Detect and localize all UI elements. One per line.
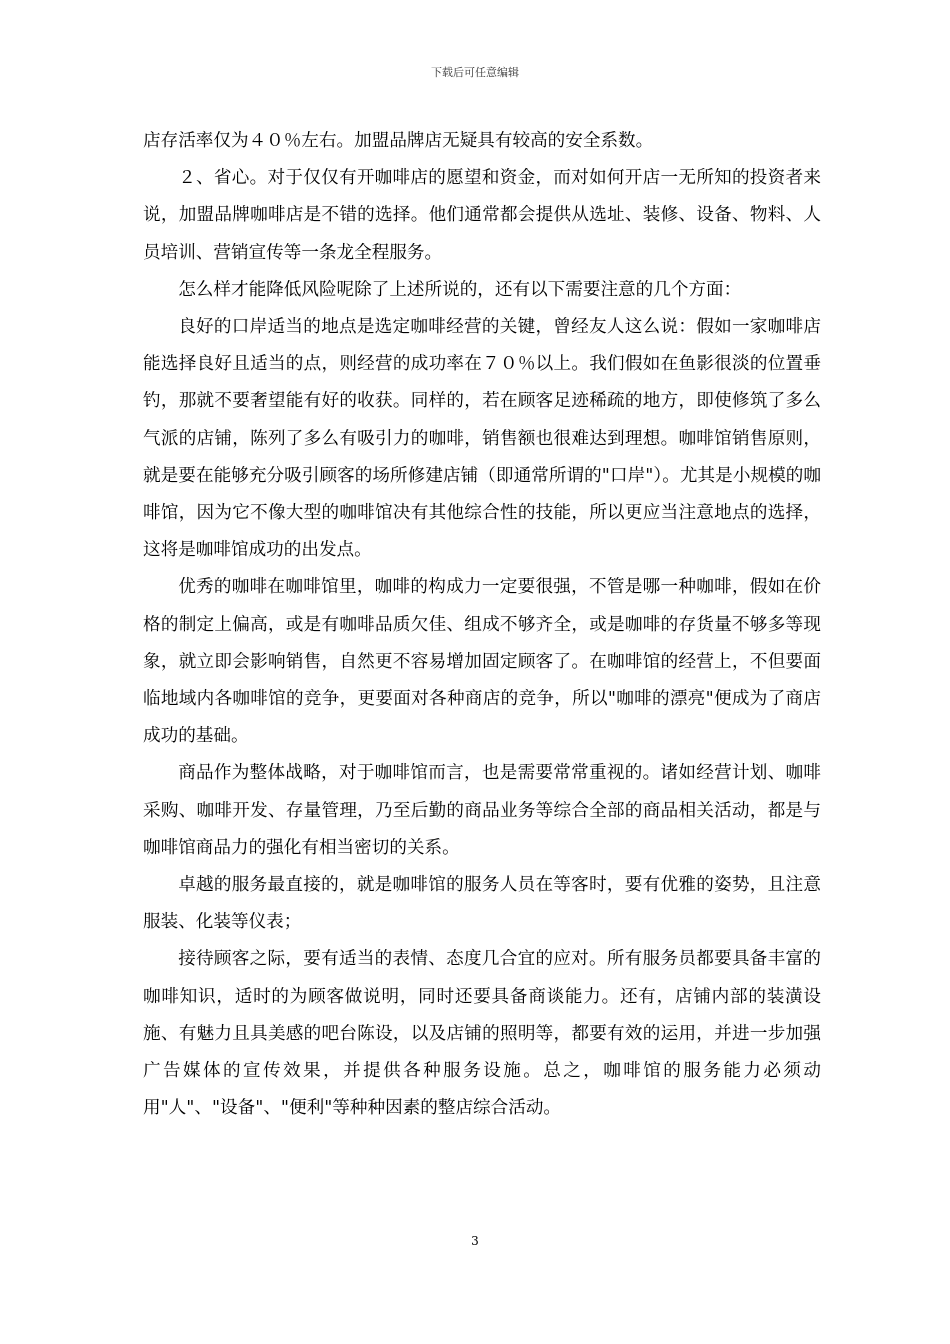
paragraph-location: 良好的口岸适当的地点是选定咖啡经营的关键，曾经友人这么说：假如一家咖啡店能选择良好且适当的点，则经营的成功率在７０％以上。我们假如在鱼影很淡的位置垂钓，那就不要奢望能有好的收获。同样的，若在顾客足迹稀疏的地方，即使修筑了多么气派的店铺，陈列了多么有吸引力的咖啡，销售额也很难达到理想。咖啡馆销售原则，就是要在能够充分吸引顾客的场所修建店铺（即通常所谓的"口岸"）。尤其是小规模的咖啡馆，因为它不像大型的咖啡馆决有其他综合性的技能，所以更应当注意地点的选择，这将是咖啡馆成功的出发点。 <box>143 317 821 561</box>
paragraph-service: 卓越的服务最直接的，就是咖啡馆的服务人员在等客时，要有优雅的姿势，且注意服装、化装等仪表； <box>143 875 821 933</box>
paragraph-coffee-quality: 优秀的咖啡在咖啡馆里，咖啡的构成力一定要很强，不管是哪一种咖啡，假如在价格的制定上偏高，或是有咖啡品质欠佳、组成不够齐全，或是咖啡的存货量不够多等现象，就立即会影响销售，自然更不容易增加固定顾客了。在咖啡馆的经营上，不但要面临地域内各咖啡馆的竞争，更要面对各种商店的竞争，所以"咖啡的漂亮"便成为了商店成功的基础。 <box>143 577 821 747</box>
document-body <box>143 123 821 1127</box>
paragraph-risk-question: 怎么样才能降低风险呢除了上述所说的，还有以下需要注意的几个方面： <box>178 279 742 300</box>
paragraph-reception: 接待顾客之际，要有适当的表情、态度几合宜的应对。所有服务员都要具备丰富的咖啡知识，适时的为顾客做说明，同时还要具备商谈能力。还有，店铺内部的装潢设施、有魅力且具美感的吧台陈设，以及店铺的照明等，都要有效的运用，并进一步加强广告媒体的宣传效果，并提供各种服务设施。总之，咖啡馆的服务能力必须动用"人"、"设备"、"便利"等种种因素的整店综合活动。 <box>143 949 821 1119</box>
page-header: 下载后可任意编辑 <box>431 66 519 79</box>
paragraph-convenience: ２、省心。对于仅仅有开咖啡店的愿望和资金，而对如何开店一无所知的投资者来说，加盟品牌咖啡店是不错的选择。他们通常都会提供从选址、装修、设备、物料、人员培训、营销宣传等一条龙全程服务。 <box>143 168 821 263</box>
page-number: 3 <box>471 1234 479 1248</box>
paragraph-product-strategy: 商品作为整体战略，对于咖啡馆而言，也是需要常常重视的。诸如经营计划、咖啡采购、咖啡开发、存量管理，乃至后勤的商品业务等综合全部的商品相关活动，都是与咖啡馆商品力的强化有相当密切的关系。 <box>143 763 821 858</box>
paragraph-continuation: 店存活率仅为４０％左右。加盟品牌店无疑具有较高的安全系数。 <box>143 131 654 151</box>
